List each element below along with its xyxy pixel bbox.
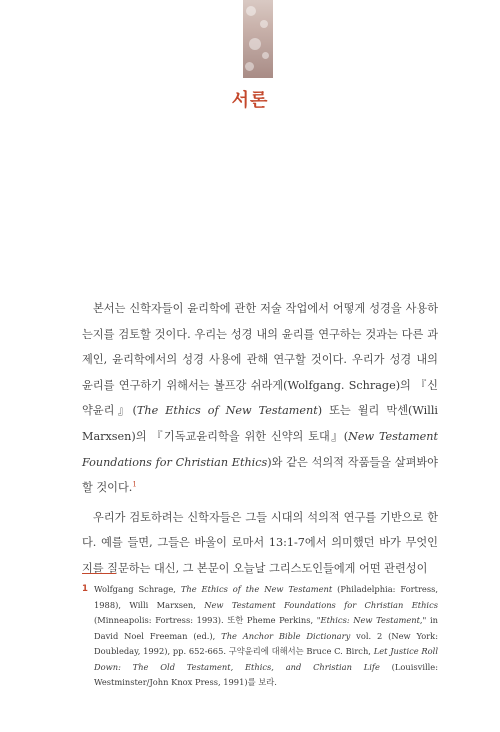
paragraph-1-part-1: 본서는 신학자들이 윤리학에 관한 저술 작업에서 어떻게 성경을 사용하는지를 검토할 것이다. 우리는 성경 내의 윤리를 연구하는 것과는 다른 과제인, 윤리학에서의 성경 사용에 관해 연구할 것이다. 우리가 성경 내의 윤리를 연구하기 위해서는 볼프강 쉬라게(Wolfgang. Schrage)의 『신약윤리』( <box>82 302 438 418</box>
footnote-part-3: (Minneapolis: Fortress: 1993). 또한 Pheme Perkins, " <box>94 615 321 625</box>
footnote-reference[interactable]: 1 <box>132 480 137 489</box>
paragraph-1-part-2: ) 또는 윌리 막센(Willi Marxsen)의 『기독교윤리학을 위한 신약의 토대』( <box>82 404 438 443</box>
body-text <box>82 296 438 582</box>
footnote-title-4: The Anchor Bible Dictionary <box>221 630 351 641</box>
footnote <box>82 582 438 691</box>
footnote-number: 1 <box>82 584 88 594</box>
book-title-schrage: The Ethics of New Testament <box>136 404 318 418</box>
footnote-part-4: ," in David Noel Freeman (ed.), <box>94 615 438 641</box>
footnote-part-5: vol. 2 (New York: Doubleday, 1992), pp. 652-665. 구약윤리에 대해서는 Bruce C. Birch, <box>94 630 438 656</box>
paragraph-2: 우리가 검토하려는 신학자들은 그들 시대의 석의적 연구를 기반으로 한다. 예를 들면, 그들은 바울이 로마서 13:1-7에서 의미했던 바가 무엇인지를 질문하는 대신, 그 본문이 오늘날 그리스도인들에게 어떤 관련성이 <box>82 510 438 575</box>
footnote-part-1: Wolfgang Schrage, <box>94 584 181 594</box>
chapter-header-image <box>243 0 273 78</box>
footnote-part-6: (Louisville: Westminster/John Knox Press, 1991)를 보라. <box>94 661 438 687</box>
footnote-divider <box>82 573 116 574</box>
paragraph-1-part-3: )와 같은 석의적 작품들을 살펴봐야 할 것이다. <box>82 455 438 495</box>
paragraph-1 <box>82 296 438 501</box>
footnote-title-1: The Ethics of the New Testament <box>180 584 333 594</box>
footnote-title-2: New Testament Foundations for Christian Ethics <box>204 599 438 610</box>
chapter-title: 서론 <box>231 90 269 111</box>
footnote-title-5: Let Justice Roll Down: The Old Testament, Ethics, and Christian Life <box>94 646 438 672</box>
footnote-body <box>94 582 438 691</box>
footnote-part-2: (Philadelphia: Fortress, 1988), Willi Marxsen, <box>94 584 438 610</box>
book-title-marxsen: New Testament Foundations for Christian Ethics <box>82 429 438 469</box>
footnote-title-3: Ethics: New Testament <box>320 615 420 625</box>
